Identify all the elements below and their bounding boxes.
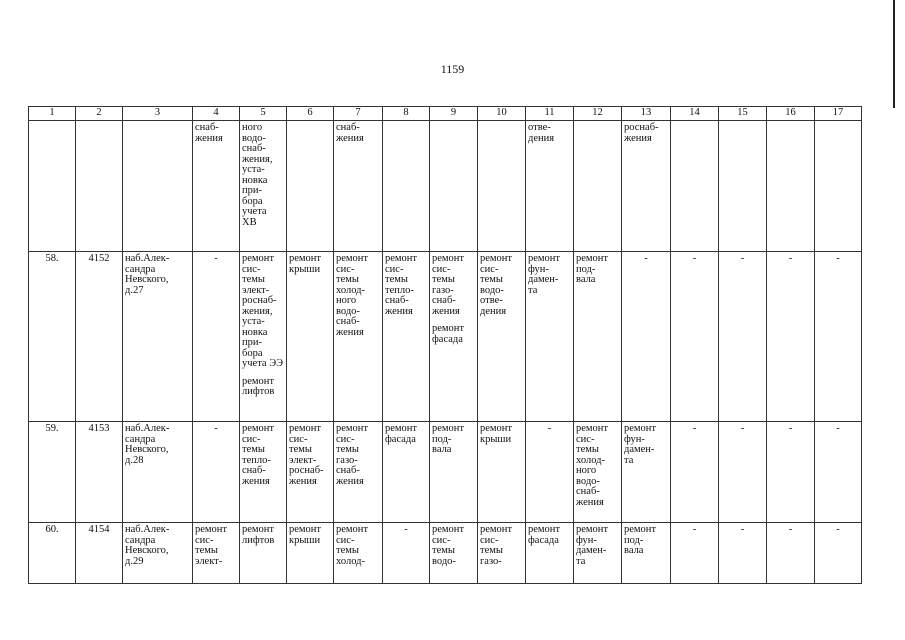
work-text-line: ремонт (432, 253, 465, 264)
table-cell-col-5 (240, 252, 287, 422)
work-text-line: лифтов (242, 534, 275, 546)
address-line: Невского, (125, 545, 169, 556)
work-text-line: ремонт (432, 524, 465, 535)
work-text-line: водо- (480, 284, 504, 296)
work-text-line: сис- (385, 263, 404, 275)
work-text-line: тепло- (385, 284, 414, 296)
work-text-line: ного (576, 465, 597, 476)
table-cell-col-7 (334, 252, 383, 422)
empty-mark: - (836, 253, 840, 264)
table-cell-col-15 (719, 523, 767, 584)
work-text-line: дамен- (528, 274, 559, 285)
column-header: 17 (815, 107, 862, 121)
table-cell-col-1: 59. (29, 422, 76, 523)
table-cell-col-17 (815, 121, 862, 252)
table-cell-col-11 (526, 252, 574, 422)
work-text-line: ремонт (480, 423, 513, 434)
work-text-line: ремонт (576, 423, 609, 434)
address-line: сандра (125, 534, 156, 546)
work-text-line: дения (528, 132, 555, 144)
column-header: 16 (767, 107, 815, 121)
work-text-line: ремонт (480, 524, 513, 535)
work-text-line: ного (242, 122, 263, 133)
work-text-line: водо- (432, 555, 456, 567)
table-cell-col-9 (430, 422, 478, 523)
column-header: 8 (383, 107, 430, 121)
table-cell-col-5 (240, 523, 287, 584)
work-text-line: ремонт (289, 524, 322, 535)
table-cell-col-11 (526, 422, 574, 523)
work-text-line: жения (624, 132, 652, 144)
work-text-line: ремонт (576, 524, 609, 535)
table-row (29, 252, 862, 422)
empty-mark: - (404, 524, 408, 535)
work-text-line: сис- (242, 433, 261, 445)
work-text-line: сис- (432, 534, 451, 546)
address-line: наб.Алек- (125, 524, 170, 535)
work-text-line: жения, (242, 153, 273, 165)
column-header: 6 (287, 107, 334, 121)
empty-mark: - (740, 423, 745, 434)
work-text-line: вала (432, 444, 452, 455)
work-text-line: роснаб- (624, 122, 659, 133)
work-text-line: жения (336, 326, 364, 338)
table-cell-col-1: 58. (29, 252, 76, 422)
work-text-line: элект- (242, 284, 270, 296)
table-cell-col-12 (574, 252, 622, 422)
work-text-line: ремонт (385, 253, 418, 264)
work-text-line: новка (242, 174, 268, 186)
table-cell-col-8 (383, 523, 430, 584)
column-header: 5 (240, 107, 287, 121)
empty-mark: - (214, 253, 218, 264)
work-text-line: фун- (528, 263, 549, 275)
work-text-line: сис- (336, 534, 355, 546)
column-header: 10 (478, 107, 526, 121)
work-text-line: тепло- (242, 454, 271, 466)
table-cell-col-14 (671, 422, 719, 523)
work-text-line: водо- (336, 305, 360, 317)
table-cell-col-7 (334, 523, 383, 584)
table-cell-col-4 (193, 121, 240, 252)
table-cell-col-5 (240, 121, 287, 252)
work-text-line: ремонт (624, 524, 657, 535)
work-text-line: жения (195, 132, 223, 144)
header-row (29, 107, 862, 121)
work-text-line: уста- (242, 316, 265, 327)
work-text-line: снаб- (195, 122, 219, 133)
work-text-line: снаб- (336, 316, 360, 327)
work-text-line: темы (336, 274, 359, 285)
work-text-line: ремонт (336, 423, 369, 434)
work-text-line: газо- (336, 454, 358, 466)
work-text-line: холод- (336, 555, 365, 567)
table-cell-col-2 (76, 121, 123, 252)
work-text-line: холод- (576, 454, 605, 466)
table-cell-col-10 (478, 422, 526, 523)
work-text-line: учета (242, 206, 267, 217)
empty-mark: - (836, 423, 840, 434)
work-text-line: ремонт (242, 423, 275, 434)
table-cell-col-12 (574, 422, 622, 523)
work-text-line: новка (242, 326, 268, 338)
work-text-line: лифтов (242, 386, 275, 397)
table-cell-col-12 (574, 523, 622, 584)
work-text-line: снаб- (336, 465, 360, 476)
work-text-line: учета ЭЭ (242, 358, 284, 369)
table-cell-col-14 (671, 121, 719, 252)
table-cell-col-8 (383, 121, 430, 252)
work-text-line: фасада (528, 534, 559, 546)
work-text-line: темы (242, 274, 265, 285)
work-text-line: ХВ (242, 216, 257, 228)
work-text-line: жения (576, 496, 604, 508)
work-text-line: жения (289, 475, 317, 487)
table-cell-col-9 (430, 121, 478, 252)
table-cell-col-3 (123, 523, 193, 584)
work-text-line: роснаб- (289, 465, 324, 476)
empty-mark: - (788, 423, 793, 434)
table-cell-col-16 (767, 252, 815, 422)
table-cell-col-1 (29, 121, 76, 252)
work-text-line: ного (336, 295, 357, 306)
work-text-line: сис- (195, 534, 214, 546)
work-text-line: ремонт (385, 423, 418, 434)
work-text-line: жения (336, 475, 364, 487)
work-text-line: та (624, 454, 634, 466)
work-text-line: роснаб- (242, 295, 277, 306)
table-cell-col-10 (478, 121, 526, 252)
work-text-line: темы (289, 444, 312, 455)
work-text-line: ремонт (195, 524, 228, 535)
table-row (29, 523, 862, 584)
column-header: 13 (622, 107, 671, 121)
work-text-line: темы (432, 545, 455, 556)
empty-mark: - (214, 423, 218, 434)
work-text-line: сис- (242, 263, 261, 275)
work-text-line: бора (242, 195, 263, 207)
work-text-line: при- (242, 185, 262, 196)
work-text-line: ремонт (242, 375, 275, 387)
table-cell-col-15 (719, 121, 767, 252)
empty-mark: - (836, 524, 840, 535)
work-text-line: сис- (480, 534, 499, 546)
work-text-line: темы (576, 444, 599, 455)
table-cell-col-14 (671, 523, 719, 584)
work-text-line: ремонт (289, 423, 322, 434)
table-cell-col-9 (430, 523, 478, 584)
work-text-line: под- (576, 263, 596, 275)
table-cell-col-14 (671, 252, 719, 422)
column-header: 3 (123, 107, 193, 121)
table-cell-col-17 (815, 422, 862, 523)
work-text-line: вала (576, 274, 596, 285)
empty-mark: - (740, 253, 745, 264)
work-text-line: крыши (289, 534, 321, 546)
work-text-line: та (528, 284, 538, 296)
work-text-line: крыши (480, 433, 512, 445)
work-text-line: газо- (432, 284, 454, 296)
work-text-line: под- (432, 433, 452, 445)
work-text-line: отве- (480, 295, 503, 306)
table-cell-col-2: 4153 (76, 422, 123, 523)
work-text-line: ремонт (432, 323, 465, 334)
table-cell-col-3 (123, 252, 193, 422)
work-text-line: темы (432, 274, 455, 285)
work-text-line: жения (336, 132, 364, 144)
work-text-line: ремонт (336, 524, 369, 535)
empty-mark: - (788, 524, 793, 535)
work-text-line: ремонт (480, 253, 513, 264)
work-text-line: жения, (242, 305, 273, 317)
work-text-line: снаб- (432, 295, 456, 306)
empty-mark: - (547, 423, 552, 434)
table-cell-col-2: 4152 (76, 252, 123, 422)
table-cell-col-6 (287, 422, 334, 523)
address-line: д.28 (125, 454, 144, 466)
work-text-line: жения (242, 475, 270, 487)
work-text-line: жения (432, 305, 460, 317)
work-text-line: темы (195, 545, 218, 556)
table-cell-col-10 (478, 252, 526, 422)
table-cell-col-13 (622, 422, 671, 523)
column-header: 1 (29, 107, 76, 121)
table-cell-col-9 (430, 252, 478, 422)
table-cell-col-2: 4154 (76, 523, 123, 584)
column-header: 12 (574, 107, 622, 121)
address-line: сандра (125, 433, 156, 445)
column-header: 14 (671, 107, 719, 121)
work-text-line: ремонт (289, 253, 322, 264)
address-line: наб.Алек- (125, 423, 170, 434)
table-row (29, 121, 862, 252)
margin-rule (893, 0, 895, 108)
work-text-line: сис- (576, 433, 595, 445)
column-header: 7 (334, 107, 383, 121)
work-text-line: фасада (432, 333, 463, 345)
empty-mark: - (692, 253, 697, 264)
work-text-line: водо- (242, 132, 266, 144)
work-text-line: элект- (195, 555, 223, 567)
work-text-line: ремонт (624, 423, 657, 434)
column-header: 2 (76, 107, 123, 121)
table-cell-col-16 (767, 121, 815, 252)
table-cell-col-10 (478, 523, 526, 584)
address-line: Невского, (125, 274, 169, 285)
address-line: наб.Алек- (125, 253, 170, 264)
works-table (28, 106, 862, 584)
work-text-line: жения (385, 305, 413, 317)
address-line: д.29 (125, 555, 144, 567)
work-text-line: фасада (385, 433, 416, 445)
work-text-line: сис- (289, 433, 308, 445)
work-text-line: дамен- (624, 444, 655, 455)
work-text-line: ремонт (576, 253, 609, 264)
work-text-line: дения (480, 305, 507, 317)
work-text-line: снаб- (576, 486, 600, 497)
table-cell-col-3 (123, 121, 193, 252)
work-text-line: снаб- (385, 295, 409, 306)
table-cell-col-15 (719, 252, 767, 422)
work-text-line: темы (385, 274, 408, 285)
table-cell-col-17 (815, 523, 862, 584)
table-cell-col-16 (767, 422, 815, 523)
work-text-line: элект- (289, 454, 317, 466)
work-text-line: ремонт (528, 524, 561, 535)
table-row (29, 422, 862, 523)
work-text-line: темы (480, 274, 503, 285)
empty-mark: - (788, 253, 793, 264)
empty-mark: - (740, 524, 745, 535)
work-text-line: ремонт (336, 253, 369, 264)
table-cell-col-1: 60. (29, 523, 76, 584)
address-line: Невского, (125, 444, 169, 455)
work-text-line: фун- (624, 433, 645, 445)
table-cell-col-16 (767, 523, 815, 584)
work-text-line: сис- (336, 433, 355, 445)
table-cell-col-5 (240, 422, 287, 523)
column-header: 9 (430, 107, 478, 121)
table-cell-col-6 (287, 121, 334, 252)
work-text-line: крыши (289, 263, 321, 275)
work-text-line: ремонт (242, 524, 275, 535)
table-cell-col-15 (719, 422, 767, 523)
work-text-line: отве- (528, 122, 551, 133)
table-cell-col-6 (287, 523, 334, 584)
table-cell-col-4 (193, 422, 240, 523)
empty-mark: - (692, 524, 697, 535)
work-text-line: та (576, 555, 586, 567)
page-number: 1159 (440, 62, 465, 76)
work-text-line: ремонт (432, 423, 465, 434)
table-cell-col-17 (815, 252, 862, 422)
work-text-line: сис- (336, 263, 355, 275)
work-text-line: сис- (480, 263, 499, 275)
table-cell-col-7 (334, 422, 383, 523)
table-cell-col-11 (526, 121, 574, 252)
address-line: д.27 (125, 284, 144, 296)
work-text-line: под- (624, 534, 644, 546)
column-header: 15 (719, 107, 767, 121)
work-text-line: уста- (242, 164, 265, 175)
work-text-line: снаб- (336, 122, 360, 133)
work-text-line: ремонт (242, 253, 275, 264)
work-text-line: темы (480, 545, 503, 556)
empty-mark: - (692, 423, 697, 434)
work-text-line: бора (242, 347, 263, 359)
table-cell-col-13 (622, 121, 671, 252)
empty-mark: - (644, 253, 648, 264)
work-text-line: темы (242, 444, 265, 455)
work-text-line: сис- (432, 263, 451, 275)
work-text-line: темы (336, 444, 359, 455)
table-cell-col-8 (383, 252, 430, 422)
work-text-line: ремонт (528, 253, 561, 264)
table-cell-col-3 (123, 422, 193, 523)
work-text-line: снаб- (242, 143, 266, 154)
table-cell-col-4 (193, 523, 240, 584)
table-cell-col-8 (383, 422, 430, 523)
address-line: сандра (125, 263, 156, 275)
work-text-line: дамен- (576, 545, 607, 556)
work-text-line: холод- (336, 284, 365, 296)
table-cell-col-6 (287, 252, 334, 422)
work-text-line: водо- (576, 475, 600, 487)
table-cell-col-7 (334, 121, 383, 252)
work-text-line: газо- (480, 555, 502, 567)
work-text-line: при- (242, 337, 262, 348)
table-cell-col-4 (193, 252, 240, 422)
work-text-line: темы (336, 545, 359, 556)
table-cell-col-11 (526, 523, 574, 584)
table-cell-col-13 (622, 523, 671, 584)
work-text-line: снаб- (242, 465, 266, 476)
table-cell-col-13 (622, 252, 671, 422)
table-cell-col-12 (574, 121, 622, 252)
column-header: 11 (526, 107, 574, 121)
work-text-line: вала (624, 545, 644, 556)
work-text-line: фун- (576, 534, 597, 546)
column-header: 4 (193, 107, 240, 121)
